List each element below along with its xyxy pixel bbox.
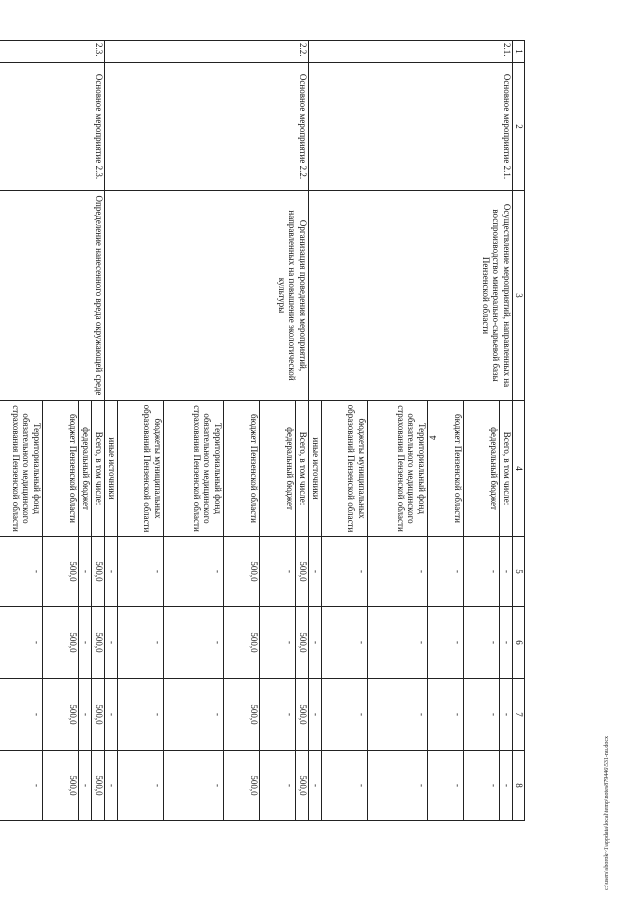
funding-source: Всего, в том числе: <box>92 401 105 537</box>
funding-value: 500,0 <box>296 537 309 607</box>
funding-value: 500,0 <box>224 607 260 679</box>
header-cell: 3 <box>513 191 525 401</box>
funding-value: 500,0 <box>43 679 79 751</box>
table-row <box>500 41 513 821</box>
funding-value: - <box>260 679 296 751</box>
funding-value: - <box>260 751 296 821</box>
funding-source: бюджет Пензенской области <box>428 401 464 537</box>
funding-source: федеральный бюджет <box>260 401 296 537</box>
header-cell: 8 <box>513 751 525 821</box>
funding-value: - <box>79 537 92 607</box>
funding-value: - <box>105 537 118 607</box>
funding-value: - <box>105 679 118 751</box>
funding-value: - <box>309 751 322 821</box>
measure-number: 2.1. <box>309 41 513 63</box>
funding-source: бюджеты муниципальных образований Пензенской области <box>322 401 368 537</box>
funding-source: Всего, в том числе: <box>296 401 309 537</box>
funding-source: Всего, в том числе: <box>500 401 513 537</box>
funding-value: - <box>500 537 513 607</box>
funding-value: 500,0 <box>43 751 79 821</box>
funding-source: бюджет Пензенской области <box>43 401 79 537</box>
funding-value: - <box>79 607 92 679</box>
funding-value: - <box>428 679 464 751</box>
funding-source: федеральный бюджет <box>79 401 92 537</box>
funding-table <box>0 40 525 821</box>
measure-title: Организация проведения мероприятий, направленных на повышение экологической культуры <box>105 191 309 401</box>
funding-source: иные источники <box>309 401 322 537</box>
file-path-footer: c:\users\sborok~1\appdata\local\temp\notes879446\531-nu.docx <box>604 735 610 890</box>
header-cell: 4 <box>513 401 525 537</box>
funding-value: - <box>260 607 296 679</box>
funding-value: - <box>368 679 428 751</box>
funding-value: - <box>464 751 500 821</box>
funding-value: - <box>105 607 118 679</box>
measure-number: 2.3. <box>0 41 105 63</box>
funding-source: Территориальный фонд обязательного медицинского страхования Пензенской области <box>0 401 43 537</box>
funding-value: - <box>368 537 428 607</box>
funding-value: - <box>368 751 428 821</box>
funding-value: - <box>464 607 500 679</box>
funding-value: - <box>464 537 500 607</box>
measure-type: Основное мероприятие 2.1. <box>309 63 513 191</box>
funding-value: - <box>260 537 296 607</box>
funding-value: - <box>368 607 428 679</box>
funding-value: - <box>322 751 368 821</box>
funding-value: 500,0 <box>92 751 105 821</box>
funding-value: - <box>500 751 513 821</box>
funding-value: - <box>500 607 513 679</box>
funding-source: бюджет Пензенской области <box>224 401 260 537</box>
funding-value: - <box>118 537 164 607</box>
funding-source: бюджеты муниципальных образований Пензенской области <box>118 401 164 537</box>
funding-value: - <box>0 679 43 751</box>
funding-value: - <box>164 537 224 607</box>
table-row <box>92 41 105 821</box>
funding-value: 500,0 <box>92 679 105 751</box>
funding-value: - <box>118 751 164 821</box>
header-cell: 5 <box>513 537 525 607</box>
page-number: 4 <box>428 435 438 440</box>
funding-value: - <box>309 607 322 679</box>
measure-type: Основное мероприятие 2.2. <box>105 63 309 191</box>
funding-source: федеральный бюджет <box>464 401 500 537</box>
funding-value: - <box>428 537 464 607</box>
header-cell: 6 <box>513 607 525 679</box>
funding-value: - <box>105 751 118 821</box>
measure-type: Основное мероприятие 2.3. <box>0 63 105 191</box>
funding-value: 500,0 <box>43 537 79 607</box>
funding-value: 500,0 <box>224 751 260 821</box>
funding-value: - <box>322 537 368 607</box>
measure-title: Осуществление мероприятий, направленных на воспроизводство минерально-сырьевой базы Пензенской области <box>309 191 513 401</box>
funding-value: - <box>0 537 43 607</box>
funding-value: 500,0 <box>43 607 79 679</box>
funding-value: - <box>500 679 513 751</box>
funding-value: 500,0 <box>224 679 260 751</box>
funding-value: - <box>309 679 322 751</box>
header-cell: 7 <box>513 679 525 751</box>
funding-source: Территориальный фонд обязательного медицинского страхования Пензенской области <box>368 401 428 537</box>
measure-title: Определение нанесенного вреда окружающей среде <box>0 191 105 401</box>
funding-source: иные источники <box>105 401 118 537</box>
header-cell: 1 <box>513 41 525 63</box>
funding-value: - <box>118 607 164 679</box>
table-frame <box>11 40 525 820</box>
funding-value: 500,0 <box>92 537 105 607</box>
funding-value: 500,0 <box>296 679 309 751</box>
funding-value: - <box>164 607 224 679</box>
funding-source: Территориальный фонд обязательного медицинского страхования Пензенской области <box>164 401 224 537</box>
funding-value: - <box>164 679 224 751</box>
funding-value: 500,0 <box>296 607 309 679</box>
funding-value: - <box>464 679 500 751</box>
funding-value: - <box>322 679 368 751</box>
funding-value: - <box>0 607 43 679</box>
funding-value: 500,0 <box>224 537 260 607</box>
header-row <box>513 41 525 821</box>
funding-value: - <box>79 679 92 751</box>
funding-value: - <box>309 537 322 607</box>
funding-value: - <box>322 607 368 679</box>
funding-value: - <box>0 751 43 821</box>
funding-value: 500,0 <box>296 751 309 821</box>
funding-value: - <box>79 751 92 821</box>
header-cell: 2 <box>513 63 525 191</box>
measure-number: 2.2. <box>105 41 309 63</box>
table-row <box>296 41 309 821</box>
funding-value: - <box>164 751 224 821</box>
funding-value: - <box>428 751 464 821</box>
funding-value: 500,0 <box>92 607 105 679</box>
funding-value: - <box>118 679 164 751</box>
funding-value: - <box>428 607 464 679</box>
table-body <box>0 41 513 821</box>
